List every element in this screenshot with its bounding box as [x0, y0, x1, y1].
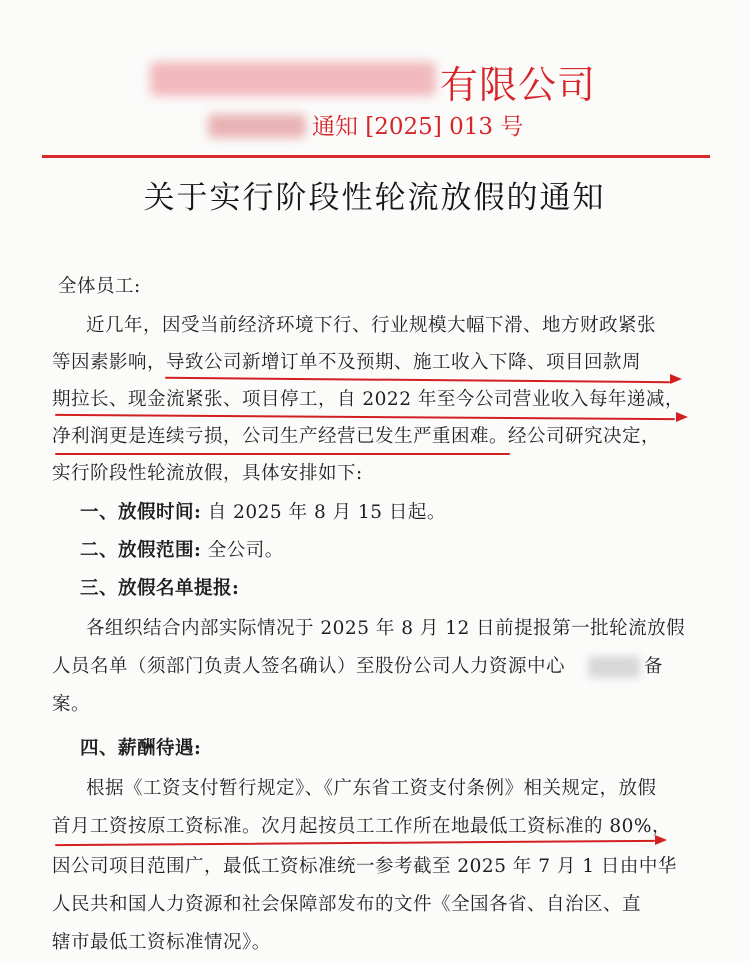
section-4-line-4: 人民共和国人力资源和社会保障部发布的文件《全国各省、自治区、直 — [52, 894, 642, 915]
section-2 — [80, 532, 720, 569]
redacted-doc-prefix — [208, 114, 306, 138]
annotation-underline-3 — [55, 453, 510, 455]
letterhead-divider — [42, 155, 710, 158]
section-3-line-1: 各组织结合内部实际情况于 2025 年 8 月 12 日前提报第一批轮流放假 — [86, 618, 686, 639]
annotation-arrow-1 — [670, 374, 682, 384]
section-2-label: 二、放假范围: — [80, 540, 202, 561]
intro-line-1: 近几年，因受当前经济环境下行、行业规模大幅下滑、地方财政紧张 — [86, 315, 657, 336]
intro-line-4: 净利润更是连续亏损，公司生产经营已发生严重困难。经公司研究决定， — [52, 426, 661, 447]
company-letterhead — [150, 54, 597, 107]
intro-line-2: 等因素影响，导致公司新增订单不及预期、施工收入下降、项目回款周 — [52, 352, 642, 373]
redacted-org-name — [588, 656, 640, 678]
section-3-line-2: 人员名单（须部门负责人签名确认）至股份公司人力资源中心 — [52, 656, 566, 677]
section-4-line-1: 根据《工资支付暂行规定》、《广东省工资支付条例》相关规定，放假 — [86, 778, 657, 799]
document-title: 关于实行阶段性轮流放假的通知 — [143, 180, 606, 216]
section-3-line-3: 案。 — [52, 694, 91, 715]
section-4-line-3: 因公司项目范围广，最低工资标准统一参考截至 2025 年 7 月 1 日由中华 — [52, 856, 677, 877]
annotation-arrow-4 — [655, 835, 667, 845]
redacted-company-name — [150, 62, 436, 96]
document-number — [208, 108, 568, 142]
salutation: 全体员工: — [58, 276, 141, 297]
section-4-line-5: 辖市最低工资标准情况》。 — [52, 932, 271, 953]
company-name-suffix: 有限公司 — [440, 63, 597, 107]
intro-line-5: 实行阶段性轮流放假，具体安排如下: — [52, 463, 363, 484]
intro-line-3: 期拉长、现金流紧张、项目停工，自 2022 年至今公司营业收入每年递减， — [52, 389, 684, 410]
section-4-line-2: 首月工资按原工资标准。次月起按员工工作所在地最低工资标准的 80%， — [52, 816, 672, 837]
section-1-label: 一、放假时间: — [80, 502, 202, 523]
section-1 — [80, 494, 720, 531]
section-3-line-2-end: 备 — [644, 656, 664, 677]
section-3-label: 三、放假名单提报: — [80, 578, 240, 599]
section-1-value: 自 2025 年 8 月 15 日起。 — [201, 502, 446, 523]
doc-number-text: 通知 [2025] 013 号 — [312, 114, 524, 140]
section-4-label: 四、薪酬待遇: — [80, 738, 202, 759]
annotation-arrow-2 — [676, 412, 688, 422]
section-2-value: 全公司。 — [201, 540, 284, 561]
